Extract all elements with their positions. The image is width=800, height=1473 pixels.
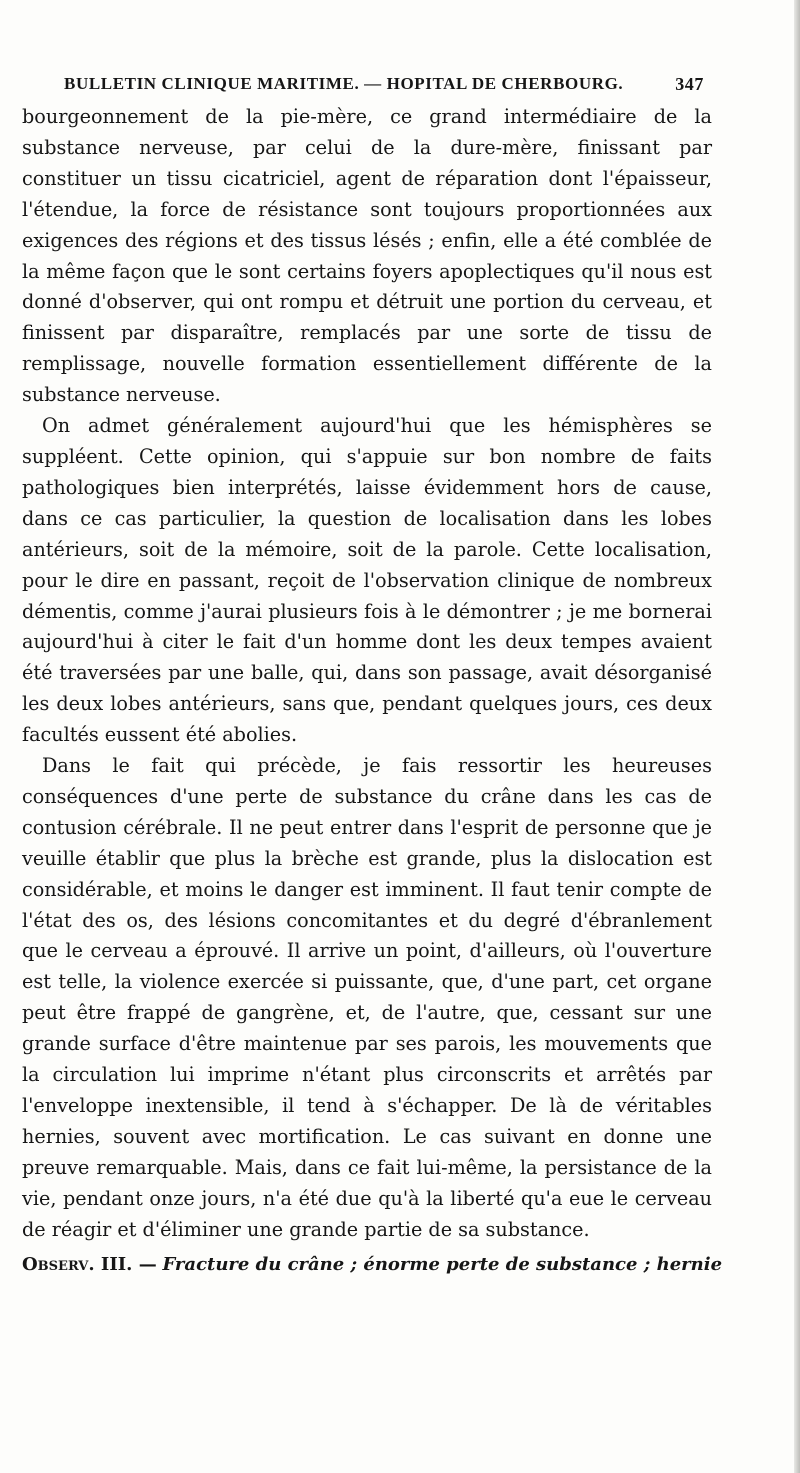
observation-title: Fracture du crâne ; énorme perte de substance ; hernie xyxy=(162,1253,723,1275)
paragraph-hemispheres: On admet généralement aujourd'hui que les hémisphères se suppléent. Cette opinion, qui s'appuie sur bon nombre de faits pathologiques bien interprétés, laisse évidemment hors de cause, dans ce cas particulier, la question de localisation dans les lobes antérieurs, soit de la mémoire, soit de la parole. Cette localisation, pour le dire en passant, reçoit de l'observation clinique de nombreux démentis, comme j'aurai plusieurs fois à le démontrer ; je me bornerai aujourd'hui à citer le fait d'un homme dont les deux tempes avaient été traversées par une balle, qui, dans son passage, avait désorganisé les deux lobes antérieurs, sans que, pendant quelques jours, ces deux facultés eussent été abolies. xyxy=(22,414,712,747)
page-number: 347 xyxy=(675,74,704,94)
paragraph-skull-loss: Dans le fait qui précède, je fais ressortir les heureuses conséquences d'une perte de substance du crâne dans les cas de contusion cérébrale. Il ne peut entrer dans l'esprit de personne que je veuille établir que plus la brèche est grande, plus la dislocation est considérable, et moins le danger est imminent. Il faut tenir compte de l'état des os, des lésions concomitantes et du degré d'ébranlement que le cerveau a éprouvé. Il arrive un point, d'ailleurs, où l'ouverture est telle, la violence exercée si puissante, que, d'une part, cet organe peut être frappé de gangrène, et, de l'autre, que, cessant sur une grande surface d'être maintenue par ses parois, les mouvements que la circulation lui imprime n'étant plus circonscrits et arrêtés par l'enveloppe inextensible, il tend à s'échapper. De là de véritables hernies, souvent avec mortification. Le cas suivant en donne une preuve remarquable. Mais, dans ce fait lui-même, la persistance de la vie, pendant onze jours, n'a été due qu'à la liberté qu'a eue le cerveau de réagir et d'éliminer une grande partie de sa substance. xyxy=(22,754,712,1241)
document-page xyxy=(22,70,723,1280)
body-text xyxy=(22,102,712,1246)
running-head-title: BULLETIN CLINIQUE MARITIME. — HOPITAL DE CHERBOURG. xyxy=(64,74,624,93)
running-head xyxy=(22,70,712,96)
observation-heading xyxy=(22,1250,723,1280)
observation-label: Observ. III. — xyxy=(22,1253,157,1275)
page-edge-shadow xyxy=(794,0,800,1473)
paragraph-continuation: bourgeonnement de la pie-mère, ce grand intermédiaire de la substance nerveuse, par celui de la dure-mère, finissant par constituer un tissu cicatriciel, agent de réparation dont l'épaisseur, l'étendue, la force de résistance sont toujours proportionnées aux exigences des régions et des tissus lésés ; enfin, elle a été comblée de la même façon que le sont certains foyers apoplectiques qu'il nous est donné d'observer, qui ont rompu et détruit une portion du cerveau, et finissent par disparaître, remplacés par une sorte de tissu de remplissage, nouvelle formation essentiellement différente de la substance nerveuse. xyxy=(22,105,712,407)
